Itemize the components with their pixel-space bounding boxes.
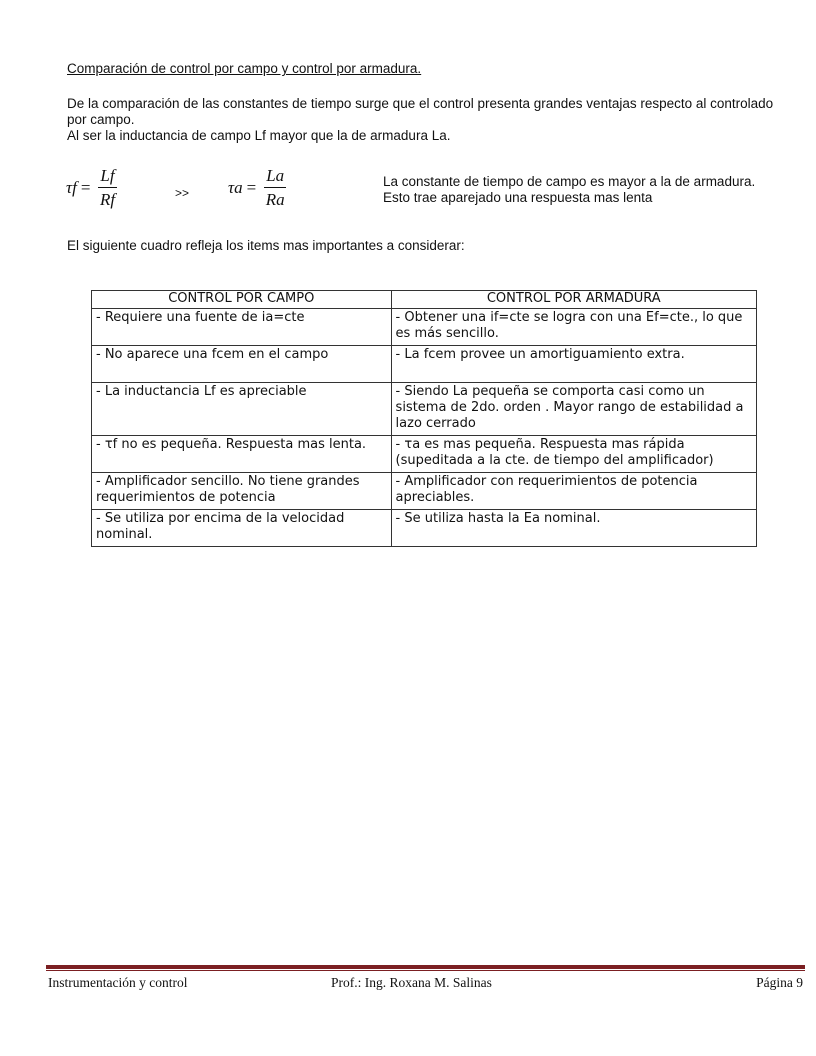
table-cell: - Siendo La pequeña se comporta casi como un sistema de 2do. orden . Mayor rango de estabilidad a lazo cerrado [391, 383, 756, 436]
formula-note-line-2: Esto trae aparejado una respuesta mas lenta [383, 190, 653, 205]
table-cell: - No aparece una fcem en el campo [92, 346, 392, 383]
field-time-constant-formula [66, 166, 117, 210]
formula-lhs: τf [66, 178, 77, 197]
formula-lhs: τa [228, 178, 243, 197]
section-heading: Comparación de control por campo y control por armadura. [67, 61, 422, 76]
comparison-table [91, 290, 757, 547]
intro-paragraph-2: Al ser la inductancia de campo Lf mayor que la de armadura La. [67, 128, 451, 143]
table-row [92, 309, 757, 346]
table-cell: - τa es mas pequeña. Respuesta mas rápida (supeditada a la cte. de tiempo del amplificador) [391, 436, 756, 473]
table-row [92, 383, 757, 436]
table-cell: - Amplificador con requerimientos de potencia apreciables. [391, 473, 756, 510]
much-greater-symbol: >> [175, 186, 190, 200]
table-cell: - τf no es pequeña. Respuesta mas lenta. [92, 436, 392, 473]
footer-course-title: Instrumentación y control [48, 975, 188, 990]
intro-paragraph-1: De la comparación de las constantes de tiempo surge que el control presenta grandes ventajas respecto al controlado por campo. [67, 96, 774, 127]
table-cell: - La inductancia Lf es apreciable [92, 383, 392, 436]
table-intro-text: El siguiente cuadro refleja los items mas importantes a considerar: [67, 238, 465, 253]
table-cell: - Se utiliza por encima de la velocidad nominal. [92, 510, 392, 547]
table-cell: - La fcem provee un amortiguamiento extra. [391, 346, 756, 383]
numerator: Lf [98, 166, 116, 188]
table-row [92, 473, 757, 510]
column-header-armature-control: CONTROL POR ARMADURA [391, 291, 756, 309]
numerator: La [264, 166, 286, 188]
column-header-field-control: CONTROL POR CAMPO [92, 291, 392, 309]
table-row [92, 510, 757, 547]
formula-note-line-1: La constante de tiempo de campo es mayor a la de armadura. [383, 174, 756, 189]
footer-rule-thin [46, 970, 805, 971]
footer-author: Prof.: Ing. Roxana M. Salinas [331, 975, 492, 990]
table-cell: - Amplificador sencillo. No tiene grandes requerimientos de potencia [92, 473, 392, 510]
equals-sign: = [80, 178, 91, 197]
footer-divider [46, 965, 805, 971]
armature-time-constant-formula [228, 166, 286, 210]
footer-rule-thick [46, 965, 805, 969]
table-cell: - Obtener una if=cte se logra con una Ef=cte., lo que es más sencillo. [391, 309, 756, 346]
footer-page-number: Página 9 [756, 975, 803, 990]
denominator: Ra [265, 190, 285, 209]
formula-note [383, 174, 755, 206]
intro-text [67, 96, 787, 144]
table-row [92, 436, 757, 473]
table-cell: - Requiere una fuente de ia=cte [92, 309, 392, 346]
fraction [264, 166, 286, 210]
table-row [92, 346, 757, 383]
denominator: Rf [99, 190, 116, 209]
fraction [98, 166, 116, 210]
equals-sign: = [246, 178, 257, 197]
table-cell: - Se utiliza hasta la Ea nominal. [391, 510, 756, 547]
table-header-row [92, 291, 757, 309]
